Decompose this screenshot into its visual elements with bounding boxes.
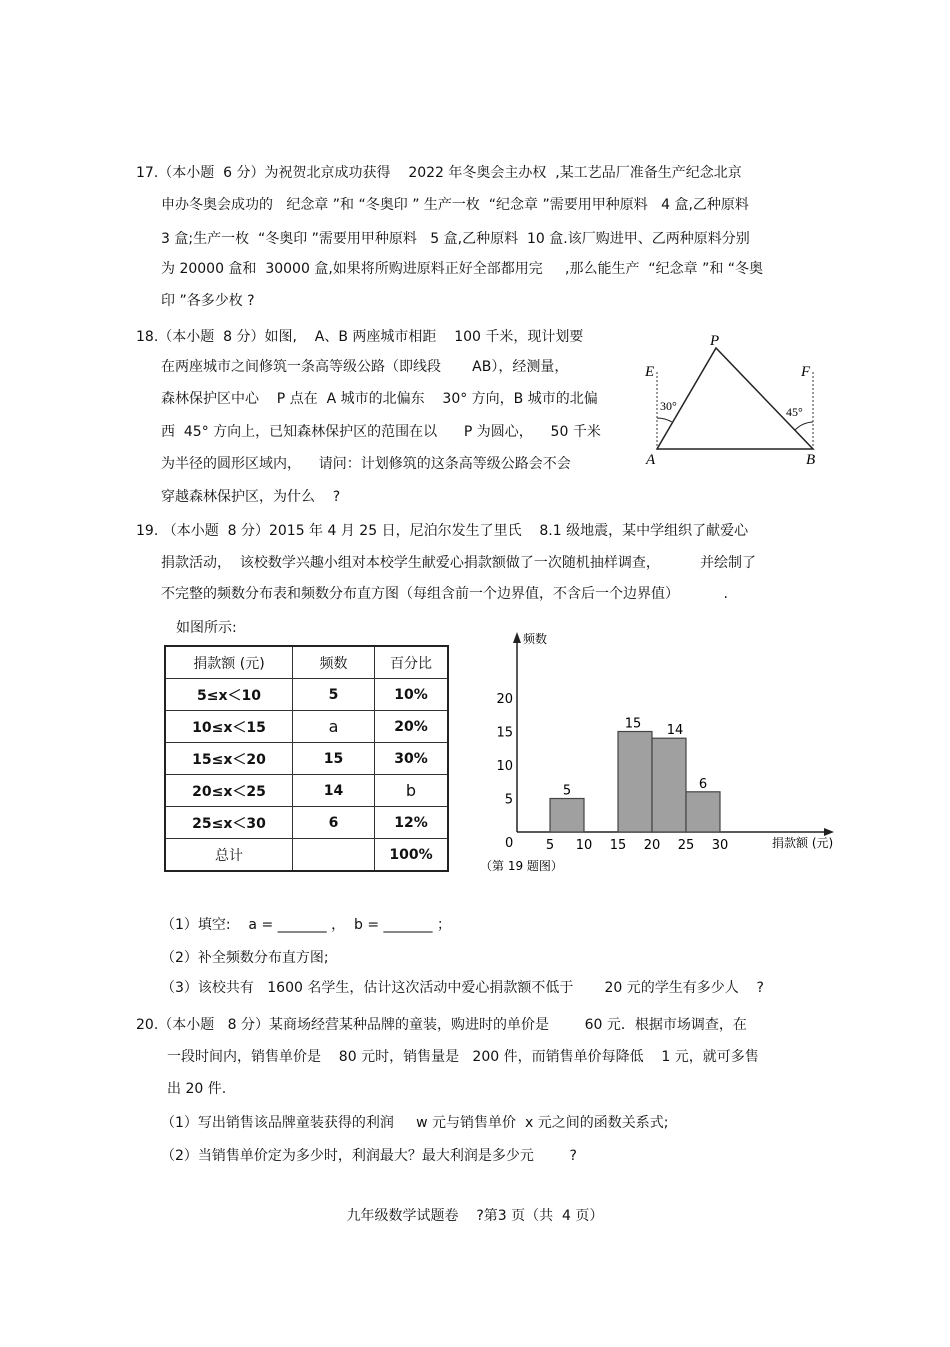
label-a: A <box>646 452 656 468</box>
bar-value-label: 6 <box>698 776 708 792</box>
q19-line: 如图所示: <box>176 620 237 636</box>
table-cell: 15≤x＜20 <box>165 743 293 775</box>
table-cell: 20% <box>375 711 449 743</box>
q18-line: 18.（本小题 8 分）如图, A、B 两座城市相距 100 千米，现计划要 <box>136 329 584 345</box>
table-cell: 100% <box>375 839 449 872</box>
page-footer: 九年级数学试题卷 ?第3 页（共 4 页） <box>346 1208 604 1224</box>
x-axis-arrow <box>824 828 834 836</box>
x-tick-label: 15 <box>609 838 627 853</box>
angle-label-a: 30° <box>660 399 677 413</box>
label-b: B <box>806 452 816 468</box>
table-cell: 30% <box>375 743 449 775</box>
q18-line: 西 45° 方向上，已知森林保护区的范围在以 P 为圆心， 50 千米 <box>161 424 601 440</box>
q19-line: 不完整的频数分布表和频数分布直方图（每组含前一个边界值，不含后一个边界值） . <box>161 586 728 602</box>
q19-sub-3: （3）该校共有 1600 名学生，估计这次活动中爱心捐款额不低于 20 元的学生有多少人 ? <box>161 980 764 996</box>
table-cell: b <box>375 775 449 807</box>
table-header: 百分比 <box>375 646 449 679</box>
x-tick-label: 30 <box>711 838 729 853</box>
q17-line: 为 20000 盒和 30000 盒,如果将所购进原料正好全部都用完 ,那么能生产 “纪念章 ”和 “冬奥 <box>161 261 764 277</box>
q18-line: 森林保护区中心 P 点在 A 城市的北偏东 30° 方向，B 城市的北偏 <box>161 391 598 407</box>
q20-line: 一段时间内，销售单价是 80 元时，销售量是 200 件，而销售单价每降低 1 元，就可多售 <box>167 1049 759 1065</box>
bar-value-label: 5 <box>562 783 572 799</box>
y-axis-arrow <box>513 632 521 643</box>
x-tick-label: 5 <box>545 838 555 853</box>
y-axis-label: 频数 <box>523 632 548 646</box>
y-tick-label: 10 <box>496 759 513 774</box>
q18-line: 穿越森林保护区，为什么 ? <box>161 489 341 505</box>
q20-line: （1）写出销售该品牌童装获得的利润 w 元与销售单价 x 元之间的函数关系式; <box>161 1115 669 1131</box>
q20-line: 20.（本小题 8 分）某商场经营某种品牌的童装，购进时的单价是 60 元．根据市场调查，在 <box>136 1017 747 1033</box>
table-header: 捐款额 (元) <box>165 646 293 679</box>
table-cell: 15 <box>293 743 375 775</box>
q19-sub-1: （1）填空: a = _______ ， b = _______ ； <box>161 917 451 933</box>
x-axis-label: 捐款额 (元) <box>772 836 834 850</box>
x-tick-label: 20 <box>643 838 661 853</box>
table-header: 频数 <box>293 646 375 679</box>
label-f: F <box>801 364 811 380</box>
q19-sub-2: （2）补全频数分布直方图; <box>161 950 329 966</box>
x-tick-label: 10 <box>575 838 593 853</box>
angle-label-b: 45° <box>786 405 803 419</box>
table-cell: 6 <box>293 807 375 839</box>
histogram-bar <box>550 799 584 833</box>
x-tick-label: 25 <box>677 838 695 853</box>
table-cell: 14 <box>293 775 375 807</box>
origin-label: 0 <box>505 836 514 851</box>
label-e: E <box>645 364 655 380</box>
table-cell: 20≤x＜25 <box>165 775 293 807</box>
q17-line: 3 盒;生产一枚 “冬奥印 ”需要用甲种原料 5 盒,乙种原料 10 盒.该厂购进甲、乙两种原料分别 <box>161 231 750 247</box>
table-cell: 5≤x＜10 <box>165 679 293 711</box>
y-tick-label: 20 <box>496 692 513 707</box>
table-cell: 5 <box>293 679 375 711</box>
q20-line: （2）当销售单价定为多少时，利润最大？最大利润是多少元 ? <box>161 1148 577 1164</box>
q18-line: 为半径的圆形区域内， 请问：计划修筑的这条高等级公路会不会 <box>161 456 571 472</box>
q17-line: 印 ”各多少枚 ? <box>161 293 255 309</box>
bar-value-label: 14 <box>666 723 684 739</box>
q19-line: 捐款活动， 该校数学兴趣小组对本校学生献爱心捐款额做了一次随机抽样调查， 并绘制了 <box>161 555 756 571</box>
q17-line: 17.（本小题 6 分）为祝贺北京成功获得 2022 年冬奥会主办权 ,某工艺品厂准备生产纪念北京 <box>136 165 742 181</box>
y-tick-label: 15 <box>496 725 513 741</box>
chart-caption: （第 19 题图） <box>480 859 563 873</box>
y-tick-label: 5 <box>504 792 513 808</box>
table-cell: 总计 <box>165 839 293 872</box>
q17-line: 申办冬奥会成功的 纪念章 ”和 “冬奥印 ” 生产一枚 “纪念章 ”需要用甲种原料 4 盒,乙种原料 <box>161 197 749 213</box>
table-cell: 12% <box>375 807 449 839</box>
q20-line: 出 20 件. <box>167 1081 227 1097</box>
table-cell: a <box>293 711 375 743</box>
bar-value-label: 15 <box>624 716 642 732</box>
table-cell: 10% <box>375 679 449 711</box>
q18-line: 在两座城市之间修筑一条高等级公路（即线段 AB），经测量， <box>161 359 569 375</box>
q19-line: 19. （本小题 8 分）2015 年 4 月 25 日，尼泊尔发生了里氏 8.1 级地震，某中学组织了献爱心 <box>136 523 749 539</box>
histogram-bar <box>618 732 652 833</box>
histogram-bar <box>686 792 720 832</box>
table-cell: 25≤x＜30 <box>165 807 293 839</box>
table-cell: 10≤x＜15 <box>165 711 293 743</box>
label-p: P <box>710 333 720 349</box>
histogram-bar <box>652 738 686 832</box>
